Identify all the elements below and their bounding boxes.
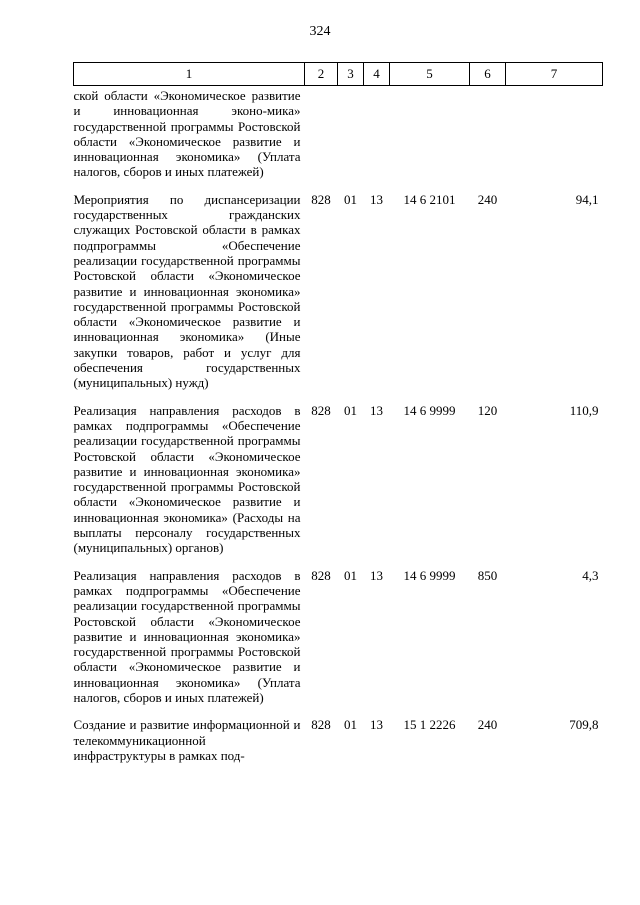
row-section: 01 <box>344 402 357 418</box>
budget-table <box>73 62 603 767</box>
row-ministry-code: 828 <box>311 402 331 418</box>
row-amount: 94,1 <box>575 191 599 207</box>
row-expense-type: 240 <box>477 717 498 733</box>
row-target-article <box>390 86 470 184</box>
table-row <box>74 86 603 184</box>
row-target-article: 14 6 2101 <box>403 191 456 207</box>
row-section <box>338 86 364 184</box>
row-ministry-code: 828 <box>311 191 331 207</box>
row-amount: 709,8 <box>569 717 599 733</box>
col-header-5: 5 <box>390 63 470 86</box>
header-row <box>74 63 603 86</box>
row-subsection: 13 <box>370 402 383 418</box>
table-row <box>74 560 603 710</box>
row-ministry-code: 828 <box>311 567 331 583</box>
row-expense-type: 240 <box>477 191 498 207</box>
table-row <box>74 395 603 560</box>
row-description: Мероприятия по диспансеризации государственных гражданских служащих Ростовской области в рамках подпрограммы «Обеспечение реализации государственной программы Ростовской области «Экономическое развитие и инновационная экономика» государственной программы Ростовской области «Экономическое развитие и инновационная экономика» (Иные закупки товаров, работ и услуг для обеспечения государственных (муниципальных) нужд) <box>73 191 301 391</box>
row-section: 01 <box>344 191 357 207</box>
col-header-3: 3 <box>338 63 364 86</box>
row-subsection <box>364 86 390 184</box>
row-target-article: 15 1 2226 <box>403 717 456 733</box>
row-expense-type: 120 <box>477 402 498 418</box>
col-header-7: 7 <box>506 63 603 86</box>
row-expense-type: 850 <box>477 567 498 583</box>
row-amount: 4,3 <box>582 567 599 583</box>
row-subsection: 13 <box>370 567 383 583</box>
row-target-article: 14 6 9999 <box>403 402 456 418</box>
row-expense-type <box>470 86 506 184</box>
row-description: Создание и развитие информационной и телекоммуникационной инфраструктуры в рамках под- <box>73 717 301 763</box>
row-ministry-code <box>305 86 338 184</box>
row-subsection: 13 <box>370 191 383 207</box>
row-ministry-code: 828 <box>311 717 331 733</box>
row-description: ской области «Экономическое развитие и инновационная эконо-мика» государственной программы Ростовской области «Экономическое развитие и инновационная экономика» (Уплата налогов, сборов и иных платежей) <box>73 88 301 180</box>
row-subsection: 13 <box>370 717 383 733</box>
row-description: Реализация направления расходов в рамках подпрограммы «Обеспечение реализации государственной программы Ростовской области «Экономическое развитие и инновационная экономика» государственной программы Ростовской области «Экономическое развитие и инновационная экономика» (Уплата налогов, сборов и иных платежей) <box>73 567 301 705</box>
row-target-article: 14 6 9999 <box>403 567 456 583</box>
col-header-1: 1 <box>74 63 305 86</box>
table-row <box>74 709 603 767</box>
col-header-4: 4 <box>364 63 390 86</box>
row-description: Реализация направления расходов в рамках подпрограммы «Обеспечение реализации государственной программы Ростовской области «Экономическое развитие и инновационная экономика» государственной программы Ростовской области «Экономическое развитие и инновационная экономика» (Расходы на выплаты персоналу государственных (муниципальных) органов) <box>73 402 301 556</box>
page-number: 324 <box>309 24 331 39</box>
col-header-6: 6 <box>470 63 506 86</box>
row-amount <box>506 86 603 184</box>
row-section: 01 <box>344 567 357 583</box>
col-header-2: 2 <box>305 63 338 86</box>
row-amount: 110,9 <box>569 402 599 418</box>
table-row <box>74 184 603 395</box>
row-section: 01 <box>344 717 357 733</box>
